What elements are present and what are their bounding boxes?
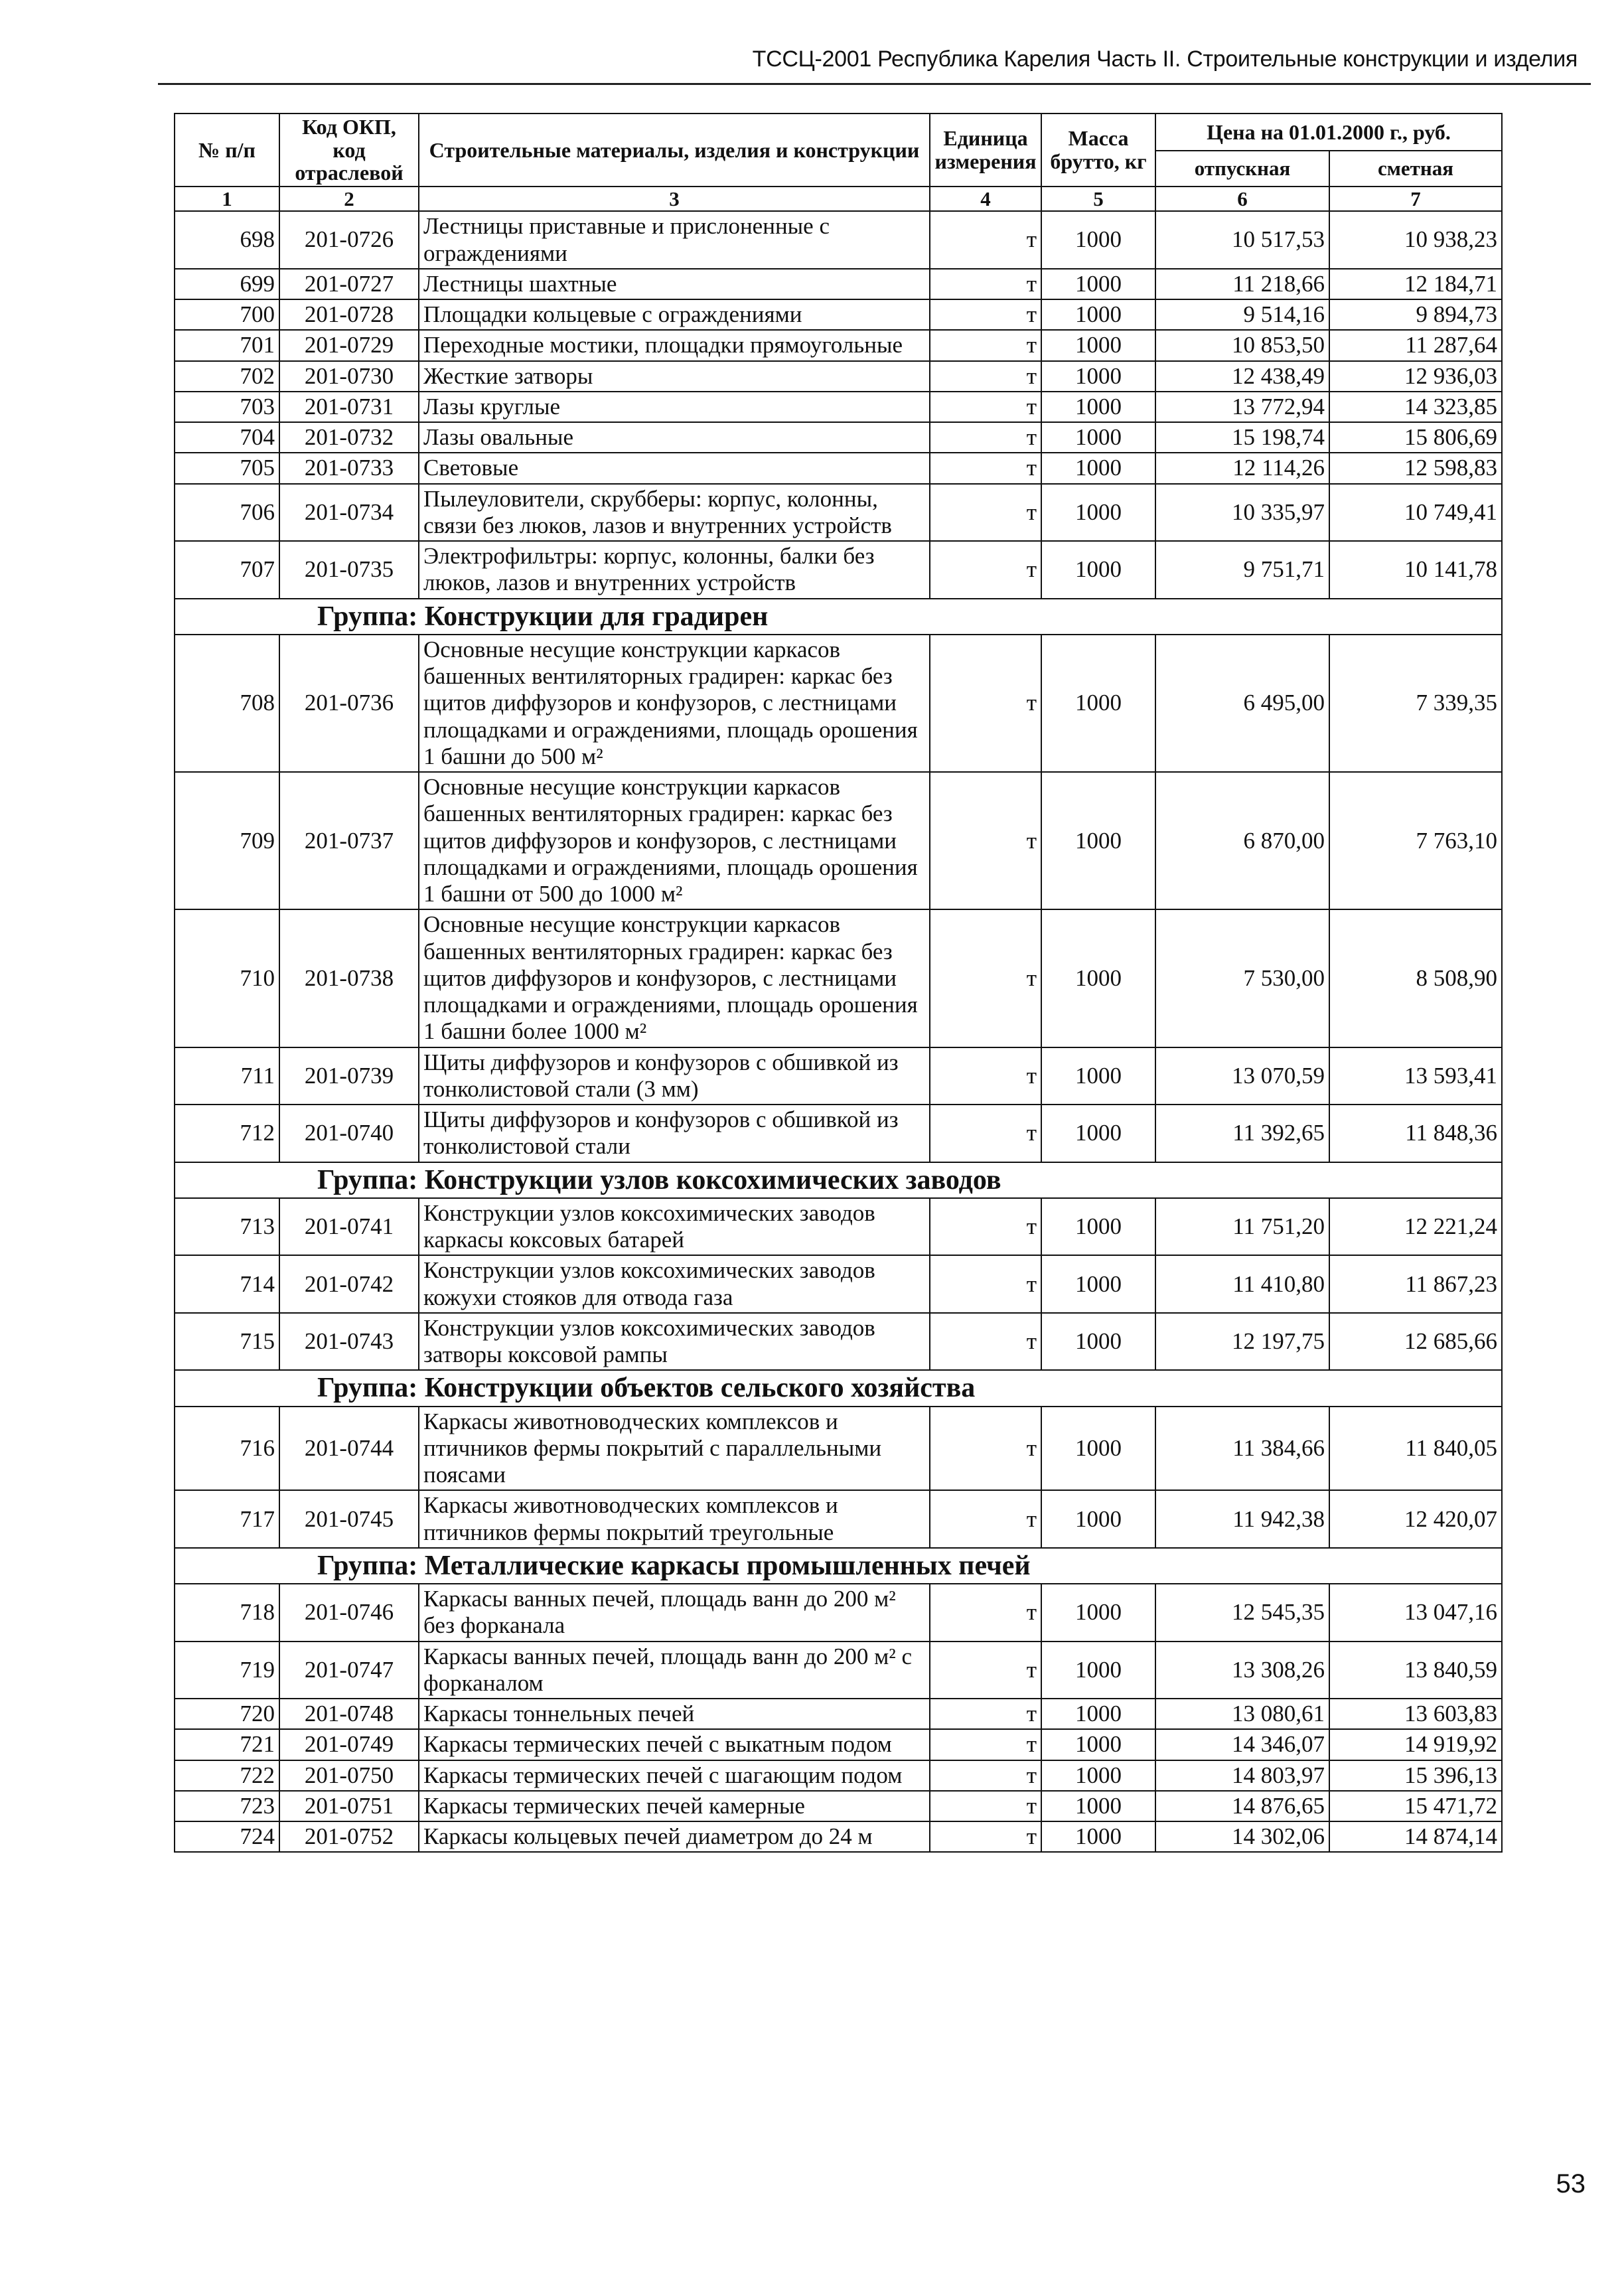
table-row (175, 484, 1502, 542)
mass-cell: 1000 (1041, 484, 1155, 542)
col-header-mass: Масса брутто, кг (1041, 114, 1155, 187)
price-release-cell: 11 751,20 (1155, 1198, 1329, 1256)
price-release-cell: 11 410,80 (1155, 1255, 1329, 1313)
table-row (175, 330, 1502, 360)
material-name: Электрофильтры: корпус, колонны, балки без люков, лазов и внутренних устройств (419, 541, 930, 599)
col-header-num: № п/п (175, 114, 279, 187)
table-row (175, 1490, 1502, 1548)
unit-cell: т (930, 1047, 1041, 1105)
row-number: 714 (175, 1255, 279, 1313)
table-row (175, 392, 1502, 422)
row-number: 699 (175, 269, 279, 299)
price-estimate-cell: 11 287,64 (1329, 330, 1502, 360)
price-estimate-cell: 12 184,71 (1329, 269, 1502, 299)
material-name: Пылеуловители, скрубберы: корпус, колонны, связи без люков, лазов и внутренних устройств (419, 484, 930, 542)
price-release-cell: 12 197,75 (1155, 1313, 1329, 1371)
mass-cell: 1000 (1041, 453, 1155, 483)
unit-cell: т (930, 299, 1041, 330)
mass-cell: 1000 (1041, 1313, 1155, 1371)
price-estimate-cell: 15 471,72 (1329, 1791, 1502, 1821)
unit-cell: т (930, 1699, 1041, 1729)
table-row (175, 909, 1502, 1047)
okp-code: 201-0749 (279, 1729, 419, 1760)
mass-cell: 1000 (1041, 1198, 1155, 1256)
unit-cell: т (930, 1490, 1041, 1548)
col-header-price-estimate: сметная (1329, 151, 1502, 187)
unit-cell: т (930, 635, 1041, 772)
okp-code: 201-0751 (279, 1791, 419, 1821)
mass-cell: 1000 (1041, 1699, 1155, 1729)
price-estimate-cell: 14 919,92 (1329, 1729, 1502, 1760)
mass-cell: 1000 (1041, 635, 1155, 772)
price-estimate-cell: 15 806,69 (1329, 422, 1502, 453)
mass-cell: 1000 (1041, 1760, 1155, 1791)
okp-code: 201-0732 (279, 422, 419, 453)
material-name: Каркасы термических печей с шагающим подом (419, 1760, 930, 1791)
material-name: Каркасы животноводческих комплексов и птичников фермы покрытий треугольные (419, 1490, 930, 1548)
unit-cell: т (930, 1760, 1041, 1791)
unit-cell: т (930, 1729, 1041, 1760)
price-release-cell: 10 853,50 (1155, 330, 1329, 360)
unit-cell: т (930, 1105, 1041, 1162)
unit-cell: т (930, 269, 1041, 299)
row-number: 710 (175, 909, 279, 1047)
mass-cell: 1000 (1041, 211, 1155, 269)
price-estimate-cell: 12 936,03 (1329, 361, 1502, 392)
material-name: Каркасы термических печей с выкатным подом (419, 1729, 930, 1760)
unit-cell: т (930, 541, 1041, 599)
material-name: Каркасы термических печей камерные (419, 1791, 930, 1821)
material-name: Щиты диффузоров и конфузоров с обшивкой из тонколистовой стали (3 мм) (419, 1047, 930, 1105)
okp-code: 201-0743 (279, 1313, 419, 1371)
unit-cell: т (930, 1642, 1041, 1699)
table-row (175, 1105, 1502, 1162)
price-release-cell: 14 346,07 (1155, 1729, 1329, 1760)
mass-cell: 1000 (1041, 269, 1155, 299)
price-estimate-cell: 15 396,13 (1329, 1760, 1502, 1791)
group-heading-row (175, 1370, 1502, 1406)
okp-code: 201-0747 (279, 1642, 419, 1699)
material-name: Конструкции узлов коксохимических заводов каркасы коксовых батарей (419, 1198, 930, 1256)
col-header-code: Код ОКП, код отраслевой (279, 114, 419, 187)
okp-code: 201-0752 (279, 1821, 419, 1852)
mass-cell: 1000 (1041, 772, 1155, 909)
table-row (175, 1198, 1502, 1256)
material-name: Каркасы животноводческих комплексов и птичников фермы покрытий с параллельными поясами (419, 1407, 930, 1491)
price-estimate-cell: 14 874,14 (1329, 1821, 1502, 1852)
okp-code: 201-0739 (279, 1047, 419, 1105)
price-estimate-cell: 12 685,66 (1329, 1313, 1502, 1371)
price-release-cell: 14 876,65 (1155, 1791, 1329, 1821)
mass-cell: 1000 (1041, 1047, 1155, 1105)
unit-cell: т (930, 392, 1041, 422)
okp-code: 201-0730 (279, 361, 419, 392)
mass-cell: 1000 (1041, 422, 1155, 453)
price-release-cell: 10 517,53 (1155, 211, 1329, 269)
row-number: 703 (175, 392, 279, 422)
table-row (175, 453, 1502, 483)
material-name: Площадки кольцевые с ограждениями (419, 299, 930, 330)
price-release-cell: 9 514,16 (1155, 299, 1329, 330)
group-heading-row (175, 599, 1502, 635)
group-heading: Группа: Конструкции объектов сельского хозяйства (175, 1370, 1502, 1406)
material-name: Основные несущие конструкции каркасов башенных вентиляторных градирен: каркас без щитов диффузоров и конфузоров, с лестницами площадками и ограждениями, площадь орошения 1 башни более 1000 м² (419, 909, 930, 1047)
column-number: 5 (1041, 187, 1155, 212)
material-name: Лестницы шахтные (419, 269, 930, 299)
unit-cell: т (930, 1198, 1041, 1256)
unit-cell: т (930, 1407, 1041, 1491)
unit-cell: т (930, 1313, 1041, 1371)
material-name: Щиты диффузоров и конфузоров с обшивкой из тонколистовой стали (419, 1105, 930, 1162)
price-estimate-cell: 13 593,41 (1329, 1047, 1502, 1105)
price-release-cell: 13 308,26 (1155, 1642, 1329, 1699)
mass-cell: 1000 (1041, 1490, 1155, 1548)
unit-cell: т (930, 772, 1041, 909)
price-estimate-cell: 14 323,85 (1329, 392, 1502, 422)
price-estimate-cell: 13 840,59 (1329, 1642, 1502, 1699)
mass-cell: 1000 (1041, 1105, 1155, 1162)
mass-cell: 1000 (1041, 330, 1155, 360)
okp-code: 201-0731 (279, 392, 419, 422)
table-row (175, 361, 1502, 392)
unit-cell: т (930, 1821, 1041, 1852)
group-heading: Группа: Металлические каркасы промышленных печей (175, 1548, 1502, 1584)
price-release-cell: 12 545,35 (1155, 1584, 1329, 1642)
unit-cell: т (930, 330, 1041, 360)
group-heading: Группа: Конструкции для градирен (175, 599, 1502, 635)
table-row (175, 1642, 1502, 1699)
price-release-cell: 7 530,00 (1155, 909, 1329, 1047)
mass-cell: 1000 (1041, 392, 1155, 422)
table-row (175, 1407, 1502, 1491)
col-header-unit: Единица измерения (930, 114, 1041, 187)
okp-code: 201-0738 (279, 909, 419, 1047)
price-estimate-cell: 12 420,07 (1329, 1490, 1502, 1548)
mass-cell: 1000 (1041, 909, 1155, 1047)
table-row (175, 1791, 1502, 1821)
okp-code: 201-0733 (279, 453, 419, 483)
mass-cell: 1000 (1041, 1584, 1155, 1642)
row-number: 719 (175, 1642, 279, 1699)
price-estimate-cell: 13 603,83 (1329, 1699, 1502, 1729)
row-number: 723 (175, 1791, 279, 1821)
okp-code: 201-0734 (279, 484, 419, 542)
table-row (175, 1255, 1502, 1313)
mass-cell: 1000 (1041, 1821, 1155, 1852)
table-row (175, 299, 1502, 330)
price-release-cell: 9 751,71 (1155, 541, 1329, 599)
material-name: Каркасы кольцевых печей диаметром до 24 м (419, 1821, 930, 1852)
table-body (175, 211, 1502, 1852)
price-estimate-cell: 10 938,23 (1329, 211, 1502, 269)
row-number: 722 (175, 1760, 279, 1791)
row-number: 701 (175, 330, 279, 360)
row-number: 713 (175, 1198, 279, 1256)
material-name: Основные несущие конструкции каркасов башенных вентиляторных градирен: каркас без щитов диффузоров и конфузоров, с лестницами площадками и ограждениями, площадь орошения 1 башни до 500 м² (419, 635, 930, 772)
mass-cell: 1000 (1041, 1729, 1155, 1760)
okp-code: 201-0726 (279, 211, 419, 269)
row-number: 715 (175, 1313, 279, 1371)
material-name: Лазы овальные (419, 422, 930, 453)
column-number: 4 (930, 187, 1041, 212)
row-number: 698 (175, 211, 279, 269)
mass-cell: 1000 (1041, 1255, 1155, 1313)
price-estimate-cell: 13 047,16 (1329, 1584, 1502, 1642)
column-number: 1 (175, 187, 279, 212)
price-estimate-cell: 9 894,73 (1329, 299, 1502, 330)
price-release-cell: 12 114,26 (1155, 453, 1329, 483)
material-name: Каркасы тоннельных печей (419, 1699, 930, 1729)
material-name: Лазы круглые (419, 392, 930, 422)
price-estimate-cell: 11 867,23 (1329, 1255, 1502, 1313)
price-release-cell: 13 070,59 (1155, 1047, 1329, 1105)
okp-code: 201-0744 (279, 1407, 419, 1491)
material-name: Конструкции узлов коксохимических заводов затворы коксовой рампы (419, 1313, 930, 1371)
row-number: 705 (175, 453, 279, 483)
material-name: Лестницы приставные и прислоненные с ограждениями (419, 211, 930, 269)
okp-code: 201-0741 (279, 1198, 419, 1256)
column-number: 6 (1155, 187, 1329, 212)
table-row (175, 1699, 1502, 1729)
price-release-cell: 14 302,06 (1155, 1821, 1329, 1852)
column-number: 3 (419, 187, 930, 212)
col-header-price-release: отпускная (1155, 151, 1329, 187)
price-release-cell: 11 392,65 (1155, 1105, 1329, 1162)
row-number: 707 (175, 541, 279, 599)
okp-code: 201-0740 (279, 1105, 419, 1162)
table-row (175, 422, 1502, 453)
okp-code: 201-0745 (279, 1490, 419, 1548)
row-number: 704 (175, 422, 279, 453)
mass-cell: 1000 (1041, 1791, 1155, 1821)
price-estimate-cell: 8 508,90 (1329, 909, 1502, 1047)
unit-cell: т (930, 453, 1041, 483)
mass-cell: 1000 (1041, 1642, 1155, 1699)
price-table (174, 113, 1503, 1853)
row-number: 708 (175, 635, 279, 772)
okp-code: 201-0737 (279, 772, 419, 909)
row-number: 724 (175, 1821, 279, 1852)
table-row (175, 541, 1502, 599)
running-header: ТССЦ-2001 Республика Карелия Часть II. Строительные конструкции и изделия (752, 46, 1578, 72)
price-estimate-cell: 10 141,78 (1329, 541, 1502, 599)
unit-cell: т (930, 1255, 1041, 1313)
material-name: Конструкции узлов коксохимических заводов кожухи стояков для отвода газа (419, 1255, 930, 1313)
unit-cell: т (930, 422, 1041, 453)
okp-code: 201-0735 (279, 541, 419, 599)
price-estimate-cell: 12 221,24 (1329, 1198, 1502, 1256)
row-number: 702 (175, 361, 279, 392)
okp-code: 201-0736 (279, 635, 419, 772)
table-row (175, 1729, 1502, 1760)
table-row (175, 635, 1502, 772)
unit-cell: т (930, 361, 1041, 392)
unit-cell: т (930, 211, 1041, 269)
price-release-cell: 6 495,00 (1155, 635, 1329, 772)
okp-code: 201-0746 (279, 1584, 419, 1642)
table-row (175, 1821, 1502, 1852)
column-number: 2 (279, 187, 419, 212)
material-name: Каркасы ванных печей, площадь ванн до 200 м² с форканалом (419, 1642, 930, 1699)
page-number: 53 (1556, 2169, 1586, 2198)
row-number: 700 (175, 299, 279, 330)
unit-cell: т (930, 909, 1041, 1047)
row-number: 717 (175, 1490, 279, 1548)
mass-cell: 1000 (1041, 541, 1155, 599)
okp-code: 201-0750 (279, 1760, 419, 1791)
price-release-cell: 11 384,66 (1155, 1407, 1329, 1491)
row-number: 711 (175, 1047, 279, 1105)
material-name: Переходные мостики, площадки прямоугольные (419, 330, 930, 360)
price-release-cell: 10 335,97 (1155, 484, 1329, 542)
okp-code: 201-0727 (279, 269, 419, 299)
table-row (175, 1313, 1502, 1371)
material-name: Каркасы ванных печей, площадь ванн до 200 м² без форканала (419, 1584, 930, 1642)
okp-code: 201-0729 (279, 330, 419, 360)
price-estimate-cell: 12 598,83 (1329, 453, 1502, 483)
column-number-row (175, 187, 1502, 212)
price-release-cell: 13 080,61 (1155, 1699, 1329, 1729)
material-name: Жесткие затворы (419, 361, 930, 392)
unit-cell: т (930, 1791, 1041, 1821)
group-heading-row (175, 1548, 1502, 1584)
table-row (175, 1047, 1502, 1105)
header-rule (158, 83, 1591, 85)
price-release-cell: 12 438,49 (1155, 361, 1329, 392)
row-number: 721 (175, 1729, 279, 1760)
group-heading: Группа: Конструкции узлов коксохимических заводов (175, 1162, 1502, 1198)
material-name: Основные несущие конструкции каркасов башенных вентиляторных градирен: каркас без щитов диффузоров и конфузоров, с лестницами площадками и ограждениями, площадь орошения 1 башни от 500 до 1000 м² (419, 772, 930, 909)
row-number: 718 (175, 1584, 279, 1642)
price-release-cell: 15 198,74 (1155, 422, 1329, 453)
price-estimate-cell: 7 339,35 (1329, 635, 1502, 772)
okp-code: 201-0748 (279, 1699, 419, 1729)
okp-code: 201-0742 (279, 1255, 419, 1313)
mass-cell: 1000 (1041, 361, 1155, 392)
col-header-material: Строительные материалы, изделия и конструкции (419, 114, 930, 187)
table-row (175, 211, 1502, 269)
group-heading-row (175, 1162, 1502, 1198)
table-row (175, 1760, 1502, 1791)
column-number: 7 (1329, 187, 1502, 212)
mass-cell: 1000 (1041, 299, 1155, 330)
row-number: 716 (175, 1407, 279, 1491)
unit-cell: т (930, 1584, 1041, 1642)
price-estimate-cell: 11 848,36 (1329, 1105, 1502, 1162)
price-release-cell: 13 772,94 (1155, 392, 1329, 422)
row-number: 720 (175, 1699, 279, 1729)
price-release-cell: 11 218,66 (1155, 269, 1329, 299)
table-row (175, 772, 1502, 909)
header-row-1 (175, 114, 1502, 151)
price-release-cell: 14 803,97 (1155, 1760, 1329, 1791)
row-number: 712 (175, 1105, 279, 1162)
price-release-cell: 11 942,38 (1155, 1490, 1329, 1548)
row-number: 706 (175, 484, 279, 542)
row-number: 709 (175, 772, 279, 909)
price-estimate-cell: 11 840,05 (1329, 1407, 1502, 1491)
price-release-cell: 6 870,00 (1155, 772, 1329, 909)
price-estimate-cell: 10 749,41 (1329, 484, 1502, 542)
price-estimate-cell: 7 763,10 (1329, 772, 1502, 909)
material-name: Световые (419, 453, 930, 483)
table-row (175, 269, 1502, 299)
okp-code: 201-0728 (279, 299, 419, 330)
unit-cell: т (930, 484, 1041, 542)
mass-cell: 1000 (1041, 1407, 1155, 1491)
col-header-price-group: Цена на 01.01.2000 г., руб. (1155, 114, 1502, 151)
table-row (175, 1584, 1502, 1642)
